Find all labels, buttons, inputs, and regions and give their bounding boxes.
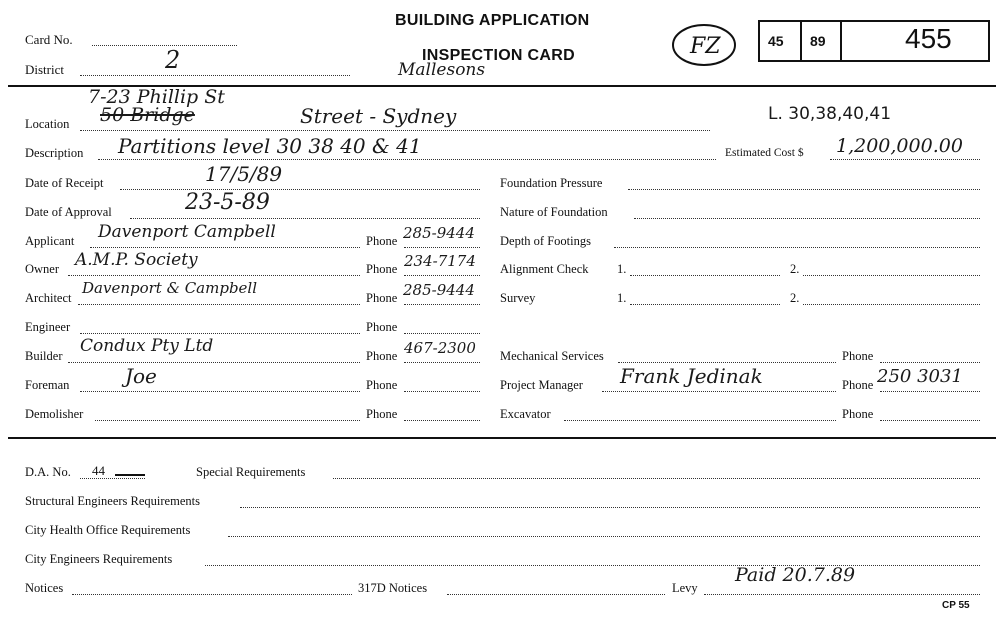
form-code: CP 55: [942, 600, 970, 611]
district-label: District: [25, 62, 64, 77]
estimated-cost-label: Estimated Cost $: [725, 147, 804, 159]
nature-of-foundation-field[interactable]: [634, 218, 980, 219]
card-code-1: 45: [768, 33, 784, 49]
project-manager-phone-value: 250 3031: [877, 366, 963, 387]
da-no-label: D.A. No.: [25, 465, 71, 479]
builder-label: Builder: [25, 349, 63, 363]
applicant-phone-field[interactable]: [404, 247, 480, 248]
owner-phone-field[interactable]: [404, 275, 480, 276]
excavator-field[interactable]: [564, 420, 836, 421]
da-no-value: 44: [92, 463, 105, 478]
card-number: 455: [905, 23, 952, 54]
applicant-label: Applicant: [25, 234, 75, 248]
demolisher-field[interactable]: [95, 420, 360, 421]
alignment-check-num2: 2.: [790, 262, 800, 276]
demolisher-phone-label: Phone: [366, 407, 398, 421]
lot-reference: L. 30,38,40,41: [768, 104, 892, 124]
district-field[interactable]: [80, 75, 350, 76]
builder-field[interactable]: [68, 362, 360, 363]
owner-label: Owner: [25, 262, 60, 276]
mechanical-services-phone-field[interactable]: [880, 362, 980, 363]
project-manager-phone-label: Phone: [842, 378, 874, 392]
card-code-2: 89: [810, 33, 826, 49]
survey-field-2[interactable]: [803, 304, 980, 305]
foreman-field[interactable]: [80, 391, 360, 392]
levy-value: Paid 20.7.89: [735, 564, 856, 586]
demolisher-label: Demolisher: [25, 407, 84, 421]
architect-phone-field[interactable]: [404, 304, 480, 305]
special-requirements-field[interactable]: [333, 478, 980, 479]
city-engineers-requirements-field[interactable]: [205, 565, 980, 566]
notices-317d-label: 317D Notices: [358, 581, 428, 595]
foreman-value: Joe: [125, 364, 157, 388]
architect-value: Davenport & Campbell: [82, 279, 258, 297]
date-of-approval-field[interactable]: [130, 218, 480, 219]
nature-of-foundation-label: Nature of Foundation: [500, 205, 608, 219]
mechanical-services-label: Mechanical Services: [500, 349, 604, 363]
location-value: Street - Sydney: [300, 104, 457, 128]
location-field[interactable]: [80, 130, 710, 131]
location-line-above: 7-23 Phillip St: [88, 86, 225, 108]
project-manager-value: Frank Jedinak: [620, 364, 763, 388]
engineer-phone-field[interactable]: [404, 333, 480, 334]
date-of-receipt-label: Date of Receipt: [25, 176, 104, 190]
builder-phone-value: 467-2300: [404, 339, 476, 357]
applicant-value: Davenport Campbell: [98, 222, 276, 242]
location-label: Location: [25, 117, 70, 131]
applicant-phone-value: 285-9444: [403, 224, 475, 242]
engineer-field[interactable]: [80, 333, 360, 334]
special-requirements-label: Special Requirements: [196, 465, 306, 479]
owner-field[interactable]: [68, 275, 360, 276]
architect-label: Architect: [25, 291, 72, 305]
survey-num1: 1.: [617, 291, 627, 305]
date-of-approval-value: 23-5-89: [185, 190, 270, 215]
notices-field[interactable]: [72, 594, 352, 595]
structural-requirements-label: Structural Engineers Requirements: [25, 494, 200, 508]
da-no-field[interactable]: [80, 478, 145, 479]
engineer-phone-label: Phone: [366, 320, 398, 334]
foreman-phone-label: Phone: [366, 378, 398, 392]
location-struck-text: 50 Bridge: [100, 104, 195, 126]
description-field[interactable]: [98, 159, 716, 160]
depth-of-footings-label: Depth of Footings: [500, 234, 591, 248]
survey-label: Survey: [500, 291, 536, 305]
applicant-field[interactable]: [90, 247, 360, 248]
date-of-receipt-field[interactable]: [120, 189, 480, 190]
notices-label: Notices: [25, 581, 64, 595]
excavator-phone-label: Phone: [842, 407, 874, 421]
owner-phone-label: Phone: [366, 262, 398, 276]
excavator-label: Excavator: [500, 407, 551, 421]
architect-field[interactable]: [78, 304, 360, 305]
foundation-pressure-label: Foundation Pressure: [500, 176, 603, 190]
alignment-check-label: Alignment Check: [500, 262, 589, 276]
project-manager-phone-field[interactable]: [880, 391, 980, 392]
foreman-label: Foreman: [25, 378, 70, 392]
builder-phone-label: Phone: [366, 349, 398, 363]
city-health-requirements-label: City Health Office Requirements: [25, 523, 191, 537]
engineer-label: Engineer: [25, 320, 71, 334]
builder-value: Condux Pty Ltd: [80, 336, 214, 356]
handwritten-mallesons: Mallesons: [398, 60, 486, 80]
district-value: 2: [165, 46, 181, 74]
builder-phone-field[interactable]: [404, 362, 480, 363]
project-manager-field[interactable]: [602, 391, 836, 392]
survey-field-1[interactable]: [630, 304, 780, 305]
owner-phone-value: 234-7174: [404, 252, 476, 270]
excavator-phone-field[interactable]: [880, 420, 980, 421]
foundation-pressure-field[interactable]: [628, 189, 980, 190]
description-label: Description: [25, 146, 84, 160]
estimated-cost-value: 1,200,000.00: [836, 135, 963, 157]
card-no-label: Card No.: [25, 32, 73, 47]
levy-label: Levy: [672, 581, 698, 595]
levy-field[interactable]: [704, 594, 980, 595]
notices-317d-field[interactable]: [447, 594, 665, 595]
form-title-line1: BUILDING APPLICATION: [395, 12, 590, 29]
alignment-check-field-2[interactable]: [803, 275, 980, 276]
city-engineers-requirements-label: City Engineers Requirements: [25, 552, 173, 566]
city-health-requirements-field[interactable]: [228, 536, 980, 537]
architect-phone-value: 285-9444: [403, 281, 475, 299]
alignment-check-field-1[interactable]: [630, 275, 780, 276]
description-value: Partitions level 30 38 40 & 41: [118, 134, 422, 158]
section-rule: [8, 437, 996, 439]
project-manager-label: Project Manager: [500, 378, 583, 392]
demolisher-phone-field[interactable]: [404, 420, 480, 421]
estimated-cost-field[interactable]: [830, 159, 980, 160]
circled-initials-text: FZ: [690, 34, 721, 59]
date-of-approval-label: Date of Approval: [25, 205, 112, 219]
architect-phone-label: Phone: [366, 291, 398, 305]
date-of-receipt-value: 17/5/89: [205, 162, 283, 186]
survey-num2: 2.: [790, 291, 800, 305]
mechanical-services-phone-label: Phone: [842, 349, 874, 363]
structural-requirements-field[interactable]: [240, 507, 980, 508]
form-title-line2: INSPECTION CARD: [422, 47, 575, 64]
circled-initials-stamp: [668, 20, 738, 70]
foreman-phone-field[interactable]: [404, 391, 480, 392]
mechanical-services-field[interactable]: [618, 362, 836, 363]
alignment-check-num1: 1.: [617, 262, 627, 276]
owner-value: A.M.P. Society: [75, 250, 198, 270]
card-code-box: [758, 20, 990, 62]
depth-of-footings-field[interactable]: [614, 247, 980, 248]
applicant-phone-label: Phone: [366, 234, 398, 248]
